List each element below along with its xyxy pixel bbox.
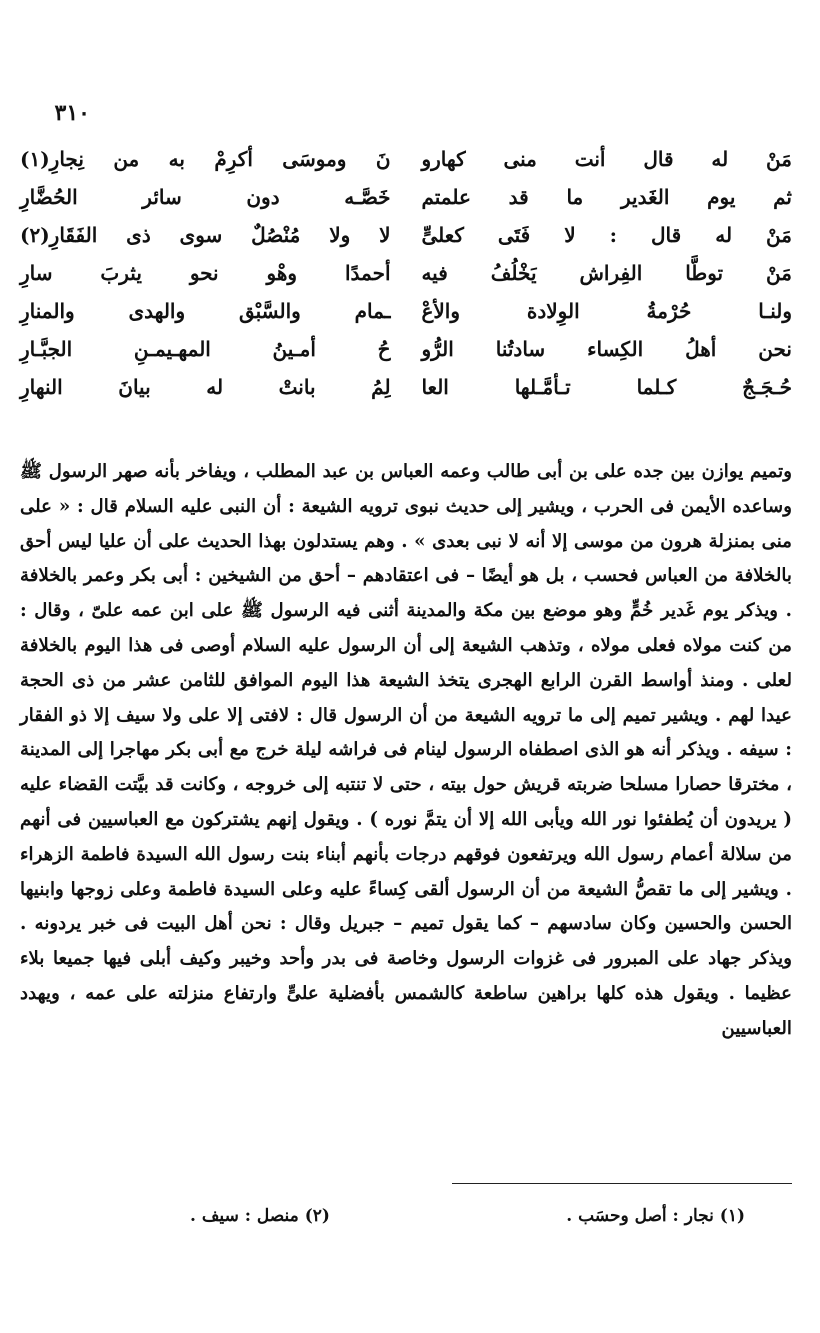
- verse-first-hemistich: مَنْ له قال : لا فَتَى كعلىٍّ: [421, 223, 792, 247]
- verse-first-hemistich: ثم يوم الغَدير ما قد علمتم: [421, 185, 792, 209]
- verse-second-hemistich: حُ أمـينُ المهـيمـنِ الجبَّـارِ: [20, 337, 391, 361]
- verse-second-hemistich: ـمام والسَّبْق والهدى والمنارِ: [20, 299, 391, 323]
- verse: [20, 216, 792, 254]
- verse-second-hemistich: لِمُ بانتْ له بيانَ النهارِ: [20, 375, 391, 399]
- verse-first-hemistich: مَنْ توطَّا الفِراش يَخْلُفُ فيه: [421, 261, 792, 285]
- verse-second-hemistich: خَصَّـه دون سائر الحُضَّارِ: [20, 185, 391, 209]
- footnotes: [190, 1206, 745, 1226]
- verse-second-hemistich: أحمدًا وهْو نحو يثربَ سارِ: [20, 261, 391, 285]
- verse-first-hemistich: حُـجَـجٌ كـلما تـأمَّـلها العا: [421, 375, 792, 399]
- verse-first-hemistich: مَنْ له قال أنت منى كهارو: [421, 147, 792, 171]
- footnote-1: (١) نجار : أصل وحسَب .: [566, 1206, 745, 1226]
- verse: [20, 368, 792, 406]
- verse: [20, 330, 792, 368]
- body-paragraph: وتميم يوازن بين جده على بن أبى طالب وعمه العباس بن عبد المطلب ، ويفاخر بأنه صهر الرسول ﷺ وساعده الأيمن فى الحرب ، ويشير إلى حديث نبوى ترويه الشيعة : أن النبى عليه السلام قال : « على منى بمنزلة هرون من موسى إلا أنه لا نبى بعدى » . وهم يستدلون بهذا الحديث على أن عليا ليس أحق بالخلافة من العباس فحسب ، بل هو أيضًا – فى اعتقادهم – أحق من الشيخين : أبى بكر وعمر بالخلافة . ويذكر يوم غَدير خُمٍّ وهو موضع بين مكة والمدينة أثنى فيه الرسول ﷺ على ابن عمه علىّ ، وقال : من كنت مولاه فعلى مولاه ، وتذهب الشيعة إلى أن الرسول عليه السلام أوصى فى هذا اليوم بالخلافة لعلى . ومنذ أواسط القرن الرابع الهجرى يتخذ الشيعة هذا اليوم الموافق للثامن عشر من ذى الحجة عيدا لهم . ويشير تميم إلى ما ترويه الشيعة من أن الرسول قال : لافتى إلا على ولا سيف إلا ذو الفقار : سيفه . ويذكر أنه هو الذى اصطفاه الرسول لينام فى فراشه ليلة خرج مع أبى بكر مهاجرا إلى المدينة ، مخترقا حصارا مسلحا ضربته قريش حول بيته ، حتى لا تنتبه إلى خروجه ، وكانت قد بيَّتت القضاء عليه ( يريدون أن يُطفئوا نور الله ويأبى الله إلا أن يتمَّ نوره ) . ويقول إنهم يشتركون مع العباسيين فى أنهم من سلالة أعمام رسول الله ويرتفعون فوقهم درجات بأنهم أبناء بنت رسول الله السيدة فاطمة الزهراء . ويشير إلى ما تقصُّ الشيعة من أن الرسول ألقى كِساءً عليه وعلى السيدة فاطمة وعلى زوجها وابنيها الحسن والحسين وكان سادسهم – كما يقول تميم – جبريل وقال : نحن أهل البيت فى خبر يردونه . ويذكر جهاد على المبرور فى غزوات الرسول وخاصة فى بدر وأحد وخيبر وكيف أبلى فيها جميعا بلاء عظيما . ويقول هذه كلها براهين ساطعة كالشمس بأفضلية علىٍّ وارتفاع منزلته على عمه ، ويهدد العباسيين: [20, 461, 792, 1039]
- page-number: ٣١٠: [54, 100, 90, 126]
- verse-second-hemistich: لا ولا مُنْصُلٌ سوى ذى الفَقَارِ(٢): [20, 223, 391, 247]
- verse: [20, 292, 792, 330]
- verse: [20, 140, 792, 178]
- poem: [20, 140, 792, 406]
- verse: [20, 254, 792, 292]
- footnote-2: (٢) منصل : سيف .: [190, 1206, 330, 1226]
- verse-first-hemistich: ولنـا حُرْمةُ الوِلادة والأعْ: [421, 299, 792, 323]
- verse-first-hemistich: نحن أهلُ الكِساء سادتُنا الرُّو: [421, 337, 792, 361]
- verse-second-hemistich: نَ وموسَى أكرِمْ به من نِجارِ(١): [20, 147, 391, 171]
- verse: [20, 178, 792, 216]
- body-text: [20, 455, 792, 1047]
- footnote-divider: [452, 1183, 792, 1184]
